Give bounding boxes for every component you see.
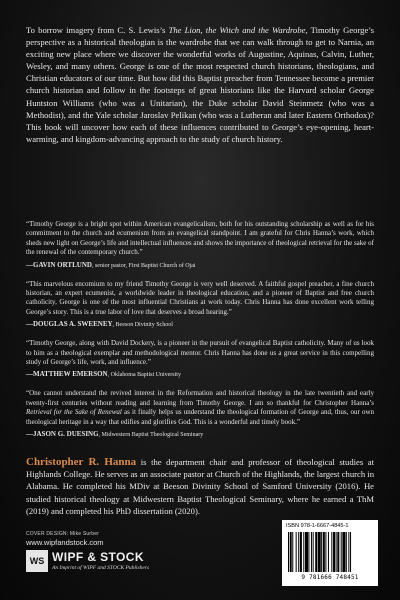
intro-text-rest: , Timothy George’s perspective as a historical theologian is the wardrobe that we can walk through to get to Narnia, an exciting new place where we discover the wonderful works of Augustine, Aquinas, Calvin, Luther, Wesley, and many others. George is one of the most respected church historians, theologians, and Christian educators of our time. But how did this Baptist preacher from Tennessee become a premier church historian and follow in the footsteps of great historians like the Harvard scholar George Huntston Williams (who was a Unitarian), the Duke scholar David Steinmetz (who was a Methodist), and the Yale scholar Jaroslav Pelikan (who was a Lutheran and later Eastern Orthodox)? This book will uncover how each of these influences contributed to George’s eye-opening, heart-warming, and kingdom-advancing approach to the study of church history.: [26, 25, 374, 144]
author-name: Christopher R. Hanna: [26, 456, 137, 468]
endorsement-attribution: [26, 260, 374, 271]
endorser-role: , Beeson Divinity School: [112, 322, 173, 329]
endorsement-attribution: [26, 369, 374, 380]
endorsements: [26, 220, 374, 449]
publisher-name: WIPF & STOCK: [52, 550, 144, 564]
endorsement-attribution: [26, 429, 374, 440]
cover-designer-credit: COVER DESIGN: Mike Surber: [26, 531, 100, 537]
publisher-website: www.wipfandstock.com: [26, 538, 104, 547]
publisher-logo-icon: WS: [26, 550, 48, 572]
intro-book-title: The Lion, the Witch and the Wardrobe: [168, 25, 306, 35]
endorser-name: —GAVIN ORTLUND: [26, 260, 92, 269]
endorser-name: —MATTHEW EMERSON: [26, 370, 108, 379]
endorsement-quote-end: as it finally helps us understand the theological formation of George and, thus, our own theological heritage in a way that edifies and glorifies God. This is a wonderful and timely book.”: [26, 408, 374, 426]
endorser-name: —DOUGLAS A. SWEENEY: [26, 320, 113, 329]
author-bio-text: is the department chair and professor of theological studies at Highlands College. He serves as an associate pastor at Church of the Highlands, the largest church in Alabama. He completed his MDiv at Beeson Divinity School of Samford University (2016). He studied historical theology at Midwestern Baptist Theological Seminary, where he earned a ThM (2019) and completed his PhD dissertation (2020).: [26, 457, 374, 516]
endorsement: [26, 389, 374, 440]
intro-paragraph: [26, 24, 374, 145]
endorser-role: , Oklahoma Baptist University: [107, 372, 181, 379]
publisher-logo: [26, 550, 156, 576]
endorser-role: , Midwestern Baptist Theological Seminary: [98, 432, 204, 439]
author-bio: [26, 456, 374, 517]
barcode-digits: 9 781666 748451: [301, 574, 359, 581]
endorsement-attribution: [26, 319, 374, 330]
endorsement-quote: “This marvelous encomium to my friend Timothy George is very well deserved. A faithful gospel preacher, a fine church historian, an expert ecumenist, a worldwide leader in theological education, and a pioneer of Baptist and free church catholicity, George is one of the most influential Christians at work today. Chris Hanna has done excellent work telling George’s story. This is a true labor of love that deserves a broad hearing.”: [26, 279, 374, 316]
endorser-name: —JASON G. DUESING: [26, 430, 99, 439]
endorsement: [26, 339, 374, 380]
endorsement: [26, 220, 374, 271]
endorsement-quote: “Timothy George, along with David Dockery, is a pioneer in the pursuit of evangelical Baptist catholicity. Many of us look to him as a theological exemplar and methodological mentor. Chris Hanna has done us a great service in this compelling study of George’s life, work, and influence.”: [26, 339, 374, 367]
endorsement-quote: [26, 389, 374, 427]
endorsement: [26, 280, 374, 331]
barcode-icon: [288, 532, 372, 572]
endorsement-quote: “Timothy George is a bright spot within American evangelicalism, both for his outstanding scholarship as well as for his commitment to the church and ecumenism from an evangelical standpoint. I am grateful for Chris Hanna’s work, which sheds new light on George’s life and intellectual influences and shows the importance of theological retrieval for the sake of the renewal of the contemporary church.”: [26, 220, 374, 257]
endorser-role: , senior pastor, First Baptist Church of Ojai: [91, 262, 196, 269]
intro-text-start: To borrow imagery from C. S. Lewis’s: [26, 25, 169, 35]
isbn-barcode: [282, 520, 378, 586]
endorsement-book-title: Retrieval for the Sake of Renewal: [26, 408, 122, 417]
publisher-imprint: An Imprint of WIPF and STOCK Publishers: [52, 565, 150, 571]
endorsement-quote-start: “One cannot understand the revived interest in the Reformation and historical theology in the late twentieth and early twenty-first centuries without reading and learning from Timothy George. I am so thankful for Christopher Hanna’s: [26, 389, 374, 407]
isbn-number: ISBN 978-1-6667-4845-1: [286, 523, 349, 529]
